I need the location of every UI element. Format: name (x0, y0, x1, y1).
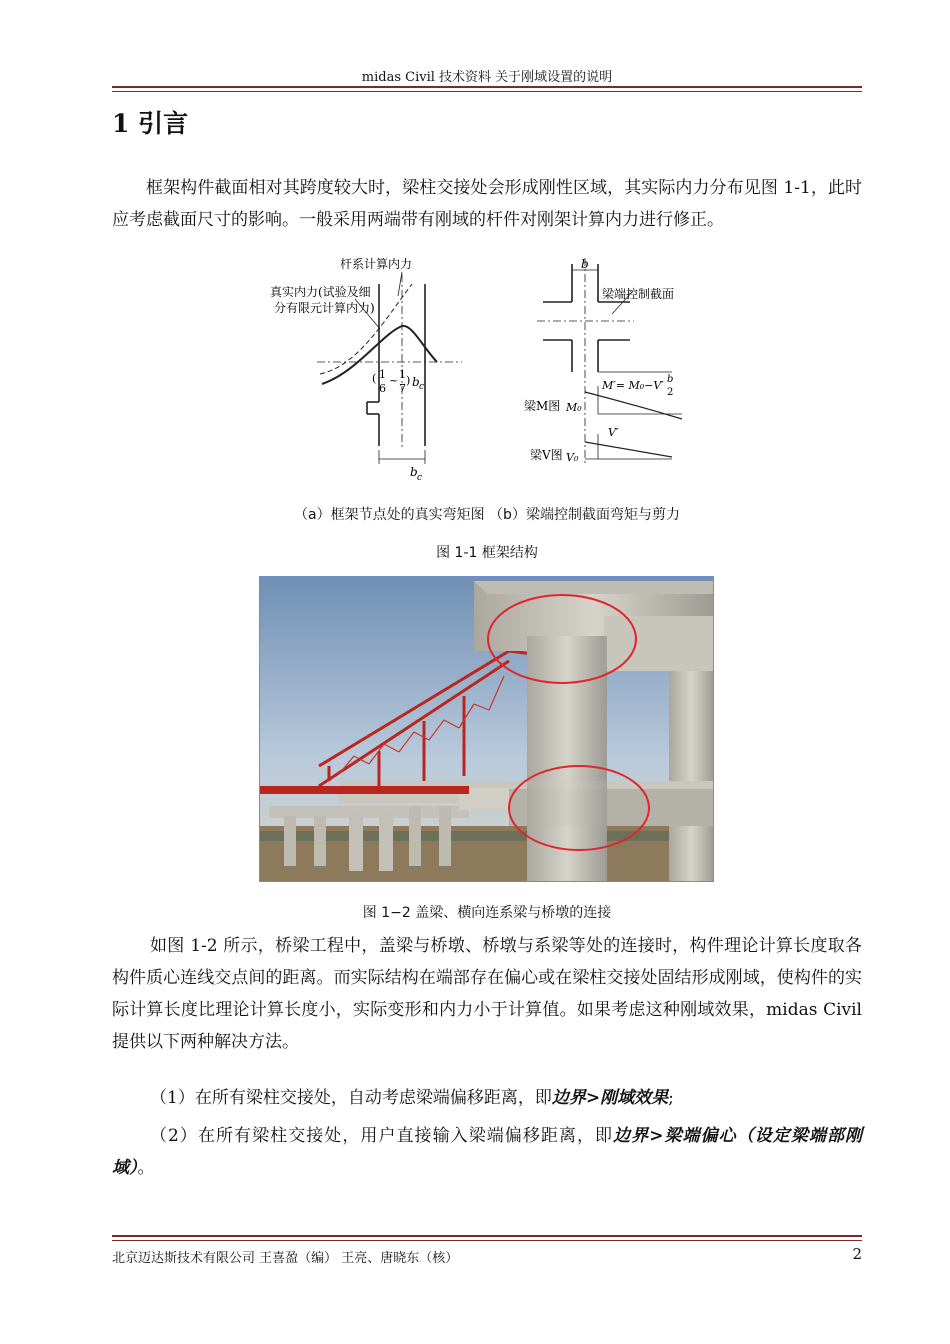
b-label: b (581, 257, 589, 271)
svg-text:(: ( (372, 372, 377, 385)
footer-rule-thin (112, 1240, 862, 1241)
figure-1-1 (262, 254, 702, 486)
bc-label: b (410, 465, 418, 479)
frac-1-num: 1 (379, 368, 386, 381)
footer-text: 北京迈达斯技术有限公司 王喜盈（编） 王亮、唐晓东（核） (112, 1251, 459, 1266)
footer-rule (112, 1235, 862, 1237)
svg-text:): ) (406, 374, 411, 387)
figure-1-subcaption: （a）框架节点处的真实弯矩图 （b）梁端控制截面弯矩与剪力 (294, 507, 680, 523)
body-paragraph: 如图 1-2 所示，桥梁工程中，盖梁与桥墩、桥墩与系梁等处的连接时，构件理论计算长度取各构件质心连线交点间的距离。而实际结构在端部存在偏心或在梁柱交接处固结形成刚域，使构件的实际计算长度比理论计算长度小，实际变形和内力小于计算值。如果考虑这种刚域效果，midas Civil 提供以下两种解决方法。 (112, 936, 862, 1052)
v-prime-label: V′ (608, 426, 619, 439)
real-force-label-2: 分有限元计算内力) (274, 301, 375, 315)
intro-paragraph: 框架构件截面相对其跨度较大时，梁柱交接处会形成刚性区域，其实际内力分布见图 1-1，此时应考虑截面尺寸的影响。一般采用两端带有刚域的杆件对刚架计算内力进行修正。 (112, 178, 862, 230)
list-item-1: （1）在所有梁柱交接处，自动考虑梁端偏移距离，即边界>刚域效果; (150, 1088, 674, 1108)
frac-2-num: 1 (399, 368, 406, 381)
svg-text:~: ~ (389, 374, 399, 387)
figure-1-caption: 图 1-1 框架结构 (436, 545, 538, 561)
svg-text:b: b (412, 375, 420, 389)
m-frac-num: b (667, 374, 674, 385)
bar-force-label: 杆系计算内力 (340, 257, 413, 271)
frac-1-den: 6 (379, 382, 386, 395)
v-diagram-label: 梁V图 (530, 448, 563, 462)
page-header: midas Civil 技术资料 关于刚域设置的说明 (361, 70, 613, 85)
header-rule (112, 86, 862, 88)
page-number: 2 (852, 1245, 862, 1263)
m-frac-den: 2 (667, 387, 674, 398)
list-item-2: （2）在所有梁柱交接处，用户直接输入梁端偏移距离，即边界>梁端偏心（设定梁端部刚域）。 (112, 1126, 862, 1178)
section-title: 1 引言 (112, 109, 189, 138)
frac-2-den: 7 (399, 382, 406, 395)
menu-path-rigid-link: 边界>刚域效果 (551, 1088, 669, 1108)
header-rule-thin (112, 91, 862, 92)
control-section-label: 梁端控制截面 (602, 287, 675, 301)
real-force-label-1: 真实内力(试验及细 (270, 285, 371, 299)
figure-1-2-caption: 图 1−2 盖梁、横向连系梁与桥墩的连接 (362, 905, 612, 921)
svg-text:c: c (419, 382, 425, 392)
m-equation: M′= M₀−V′ (602, 379, 664, 392)
menu-path-beam-end-offset: 边界>梁端偏心（设定梁端部刚域） (112, 1126, 862, 1178)
m-diagram-label: 梁M图 (524, 399, 561, 413)
m0-label: M₀ (566, 401, 582, 414)
v0-label: V₀ (566, 451, 579, 464)
bc-subscript: c (417, 473, 423, 483)
bridge-photo (259, 576, 714, 882)
